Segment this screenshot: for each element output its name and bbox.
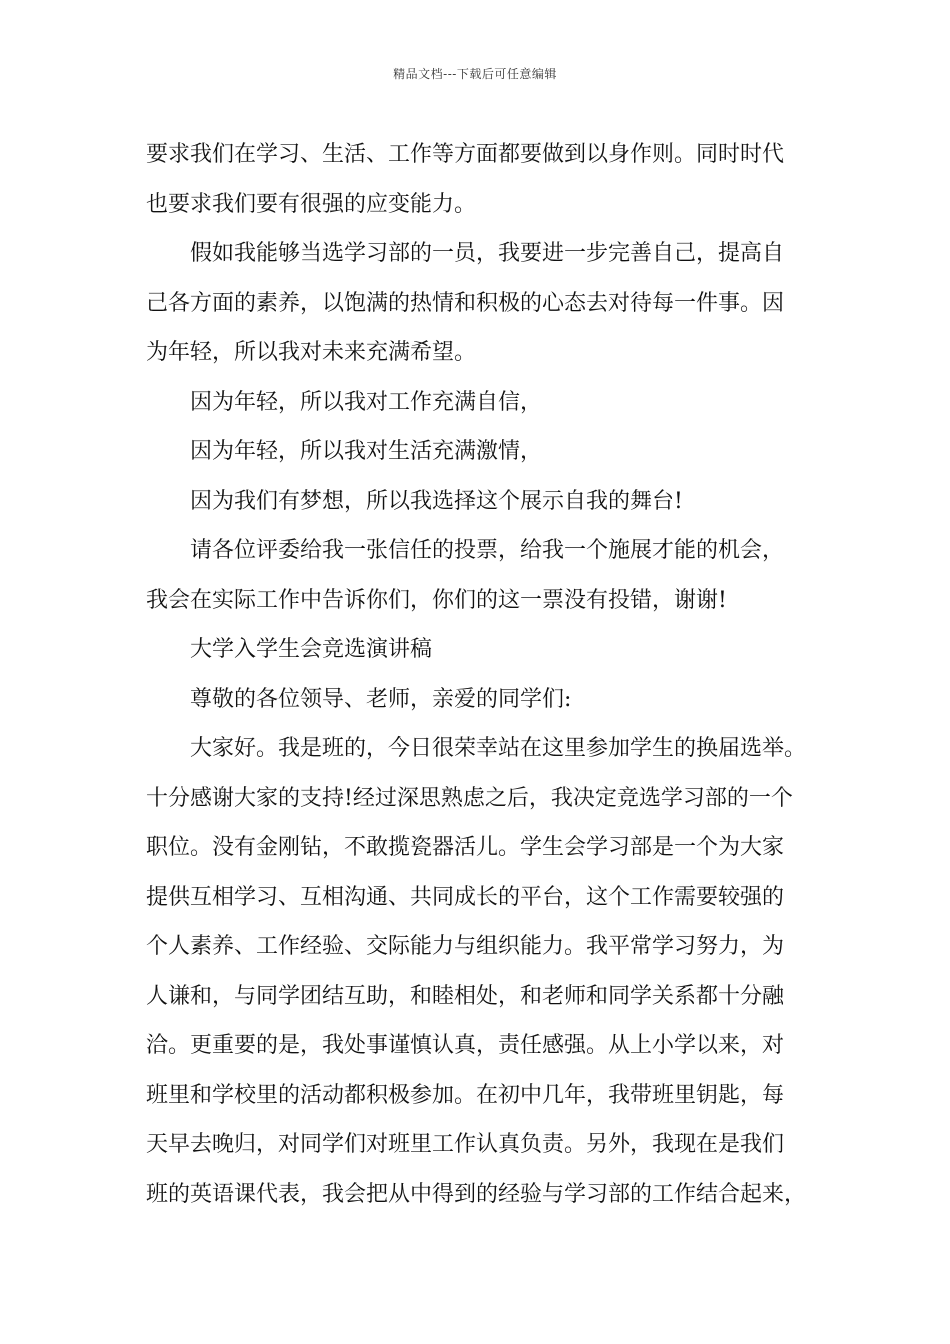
salutation: 尊敬的各位领导、老师，亲爱的同学们: xyxy=(190,686,572,712)
text-line: 职位。没有金刚钻，不敢揽瓷器活儿。学生会学习部是一个为大家 xyxy=(146,835,785,860)
text-line: 班里和学校里的活动都积极参加。在初中几年，我带班里钥匙，每 xyxy=(146,1082,785,1108)
text-line: 为年轻，所以我对未来充满希望。 xyxy=(146,340,477,365)
text-line: 也要求我们要有很强的应变能力。 xyxy=(146,191,477,217)
text-line: 十分感谢大家的支持!经过深思熟虑之后，我决定竞选学习部的一个 xyxy=(146,785,793,811)
text-line: 大家好。我是班的，今日很荣幸站在这里参加学生的换届选举。 xyxy=(190,736,807,761)
text-line: 假如我能够当选学习部的一员，我要进一步完善自己，提高自 xyxy=(190,241,785,266)
text-line: 因为我们有梦想，所以我选择这个展示自我的舞台! xyxy=(190,488,683,514)
text-line: 天早去晚归，对同学们对班里工作认真负责。另外，我现在是我们 xyxy=(146,1132,785,1157)
text-line: 班的英语课代表，我会把从中得到的经验与学习部的工作结合起来， xyxy=(146,1181,807,1207)
text-line: 因为年轻，所以我对工作充满自信， xyxy=(190,389,543,415)
text-line: 我会在实际工作中告诉你们，你们的这一票没有投错，谢谢! xyxy=(146,587,727,613)
text-line: 人谦和，与同学团结互助，和睦相处，和老师和同学关系都十分融 xyxy=(146,983,785,1009)
text-line: 请各位评委给我一张信任的投票，给我一个施展才能的机会， xyxy=(190,538,785,563)
text-line: 提供互相学习、互相沟通、共同成长的平台，这个工作需要较强的 xyxy=(146,884,785,910)
document-body xyxy=(146,130,811,1219)
text-line: 己各方面的素养，以饱满的热情和积极的心态去对待每一件事。因 xyxy=(146,290,785,316)
text-line: 因为年轻，所以我对生活充满激情， xyxy=(190,439,543,464)
text-line: 要求我们在学习、生活、工作等方面都要做到以身作则。同时时代 xyxy=(146,142,785,167)
text-line: 个人素养、工作经验、交际能力与组织能力。我平常学习努力，为 xyxy=(146,934,785,959)
section-title: 大学入学生会竞选演讲稿 xyxy=(190,637,433,662)
text-line: 洽。更重要的是，我处事谨慎认真，责任感强。从上小学以来，对 xyxy=(146,1033,785,1058)
page-header: 精品文档---下载后可任意编辑 xyxy=(393,67,557,81)
